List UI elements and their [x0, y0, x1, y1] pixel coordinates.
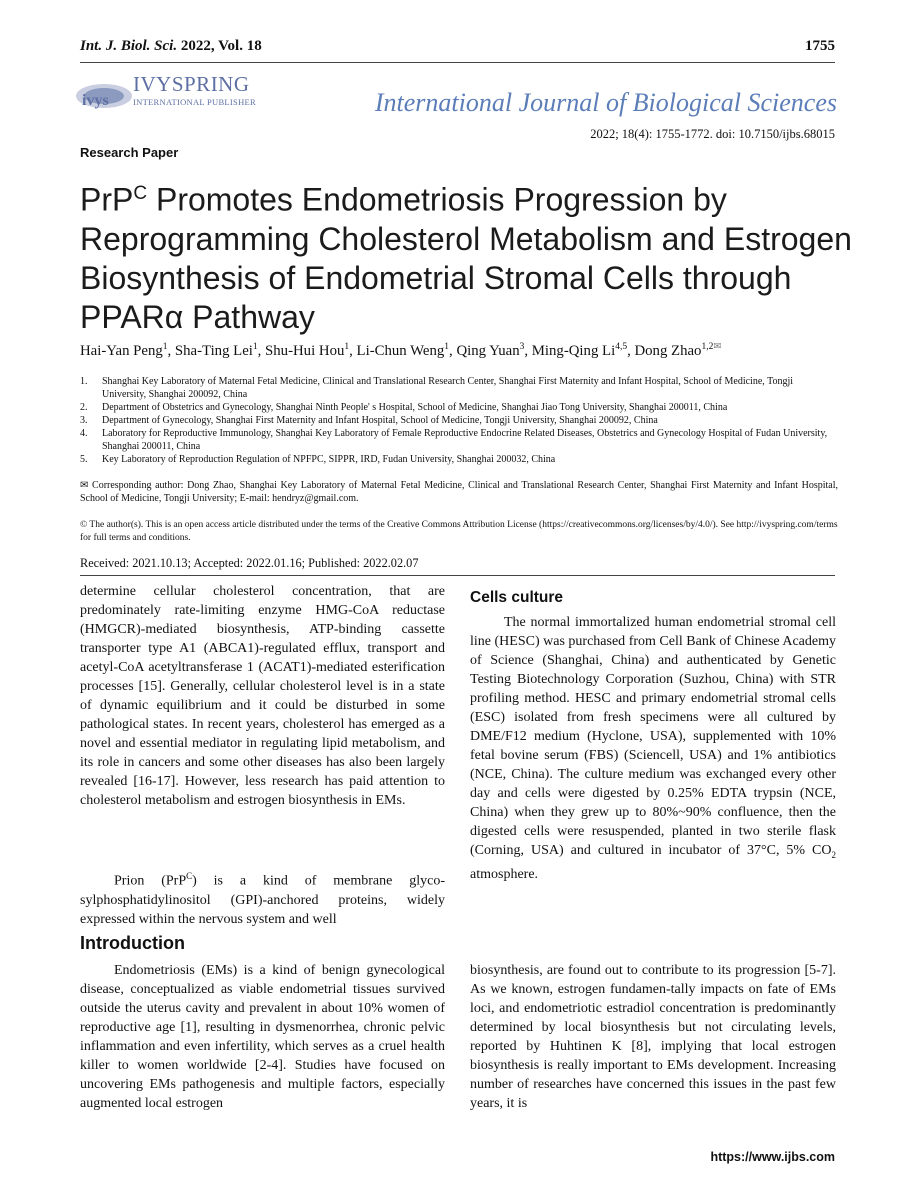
- author-affiliation-mark: 1: [344, 342, 350, 352]
- journal-title: International Journal of Biological Sciences: [374, 88, 837, 117]
- ivyspring-emblem-icon: [74, 74, 134, 116]
- author-name: Sha-Ting Lei: [174, 342, 253, 359]
- affiliations-list: [80, 375, 838, 466]
- citation-line: 2022; 18(4): 1755-1772. doi: 10.7150/ijbs.68015: [590, 127, 835, 141]
- email-envelope-icon: ✉: [713, 342, 722, 352]
- svg-text:ivys: ivys: [82, 92, 109, 109]
- affiliation-item: [80, 427, 838, 453]
- author-affiliation-mark: 1,2: [701, 342, 714, 352]
- affiliation-text: Department of Gynecology, Shanghai First Maternity and Infant Hospital, School of Medicine, Tongji University, Shanghai 200092, China: [102, 415, 658, 426]
- body-paragraph: determine cellular cholesterol concentration, that are predominately rate-limiting enzyme HMG-CoA reductase (HMGCR)-mediated biosynthesis, ATP-binding cassette transporter type A1 (ABCA1)-regulated efflux, transport and acetyl-CoA acetyltransferase 1 (ACAT1)-mediated esterification processes [15]. Generally, cellular cholesterol level is in a state of dynamic equilibrium and it could be disturbed in some pathological states. In recent years, cholesterol has emerged as a novel and essential mediator in regulating lipid metabolism, and its role in cancers and some other diseases has also been largely revealed [16-17]. However, less research has paid attention to cholesterol metabolism and estrogen biosynthesis in EMs.: [80, 584, 445, 808]
- author-name: Hai-Yan Peng: [80, 342, 163, 359]
- author-name: Ming-Qing Li: [531, 342, 616, 359]
- affiliation-number: 2.: [80, 402, 88, 413]
- journal-url-link[interactable]: https://www.ijbs.com: [710, 1150, 835, 1164]
- author-affiliation-mark: 3: [519, 342, 525, 352]
- journal-reference: Int. J. Biol. Sci. 2022, Vol. 18: [80, 38, 262, 54]
- body-paragraph: Endometriosis (EMs) is a kind of benign gynecological disease, conceptualized as viable endometrial tissues survived outside the uterus cavity and prevalent in about 10% women of reproductive age [1], resulting in dysmenorrhea, chronic pelvic inflammation and even infertility, which serves as a cruel health killer to women worldwide [2-4]. Studies have focused on uncovering EMs pathogenesis and multiple factors, especially augmented local estrogen: [80, 963, 445, 1111]
- section-heading-cells-culture: Cells culture: [470, 589, 564, 606]
- page-number: 1755: [805, 38, 835, 54]
- section-heading-introduction: Introduction: [80, 933, 185, 953]
- author-affiliation-mark: 1: [252, 342, 258, 352]
- affiliation-text: Shanghai Key Laboratory of Maternal Fetal Medicine, Clinical and Translational Research Center, Shanghai First Maternity and Infant Hospital, School of Medicine, Tongji University, Shanghai 200092, China: [102, 376, 794, 400]
- author-name: Dong Zhao: [634, 342, 702, 359]
- affiliation-item: [80, 375, 838, 401]
- affiliation-item: [80, 414, 838, 427]
- affiliation-item: [80, 453, 838, 466]
- author-list: Hai-Yan Peng$^1$, Sha-Ting Lei$^1$, Shu-Hui Hou$^1$, Li-Chun Weng$^1$, Qing Yuan$^3$, Ming-Qing Li$^{4,5}$, Dong Zhao$^{1,2✉}$: [80, 342, 722, 359]
- body-paragraph: biosynthesis, are found out to contribute to its progression [5-7]. As we known, estrogen fundamen-tally impacts on fate of EMs loci, and endometriotic estradiol concentration is predominantly determined by local biosynthesis but not circulating levels, reported by Huhtinen K [8], implying that local estrogen biosynthesis is really important to EMs development. Increasing number of researches have concerned this issues in the past few years, it is: [470, 963, 836, 1111]
- author-name: Li-Chun Weng: [356, 342, 445, 359]
- corresponding-author: ✉ Corresponding author: Dong Zhao, Shanghai Key Laboratory of Maternal Fetal Medicine, Clinical and Translational Research Center, Shanghai First Maternity and Infant Hospital, School of Medicine, Tongji University; E-mail: hendryz@gmail.com.: [80, 480, 838, 504]
- affiliation-number: 3.: [80, 415, 88, 426]
- affiliation-number: 1.: [80, 376, 88, 387]
- publisher-subtitle: INTERNATIONAL PUBLISHER: [133, 97, 256, 107]
- author-affiliation-mark: 1: [444, 342, 450, 352]
- paper-title: PrP$^C$ Promotes Endometriosis Progression by Reprogramming Cholesterol Metabolism and Estrogen Biosynthesis of Endometrial Stromal Cells through PPARα Pathway: [80, 181, 852, 335]
- affiliation-text: Key Laboratory of Reproduction Regulation of NPFPC, SIPPR, IRD, Fudan University, Shanghai 200032, China: [102, 454, 556, 465]
- affiliation-text: Department of Obstetrics and Gynecology, Shanghai Ninth People' s Hospital, School of Medicine, Shanghai Jiao Tong University, Shanghai 200011, China: [102, 402, 728, 413]
- affiliation-number: 5.: [80, 454, 88, 465]
- affiliation-item: [80, 401, 838, 414]
- header-rule: [80, 62, 835, 63]
- affiliation-number: 4.: [80, 428, 88, 439]
- body-paragraph: The normal immortalized human endometrial stromal cell line (HESC) was purchased from Cell Bank of Chinese Academy of Science (Shanghai, China) and authenticated by Genetic Testing Biotechnology Corporation (Suzhou, China) with STR profiling method. HESC and primary endometrial stromal cells (ESC) isolated from fresh specimens were all cultured by DME/F12 medium (Hyclone, USA), supplemented with 10% fetal bovine serum (FBS) (Sciencell, USA) and 1% antibiotics (NCE, China). The culture medium was exchanged every other day and cells were digested by 0.25% EDTA trypsin (NCE, China) when they grew up to 80%~90% confluence, then the digested cells were resuspended, planted in two sterile flask (Corning, USA) and cultured in incubator of 37°C, 5% $CO_2$ atmosphere.: [470, 615, 836, 882]
- publisher-name: IVYSPRING: [133, 72, 250, 96]
- author-affiliation-mark: 4,5: [615, 342, 628, 352]
- affiliation-text: Laboratory for Reproductive Immunology, Shanghai Key Laboratory of Female Reproductive Endocrine Related Diseases, Obstetrics and Gynecology Hospital of Fudan University, Shanghai 200011, China: [102, 428, 828, 452]
- paper-type: Research Paper: [80, 145, 179, 160]
- author-affiliation-mark: 1: [162, 342, 168, 352]
- body-paragraph: Prion (PrP$^C$) is a kind of membrane glyco-sylphosphatidylinositol (GPI)-anchored proteins, widely expressed within the nervous system and well: [80, 871, 445, 927]
- author-name: Shu-Hui Hou: [265, 342, 345, 359]
- author-name: Qing Yuan: [456, 342, 520, 359]
- received-dates: Received: 2021.10.13; Accepted: 2022.01.16; Published: 2022.02.07: [80, 556, 419, 570]
- section-rule: [80, 575, 835, 576]
- license-notice: © The author(s). This is an open access article distributed under the terms of the Creative Commons Attribution License (https://creativecommons.org/licenses/by/4.0/). See http://ivyspring.com/terms for full terms and conditions.: [80, 520, 838, 543]
